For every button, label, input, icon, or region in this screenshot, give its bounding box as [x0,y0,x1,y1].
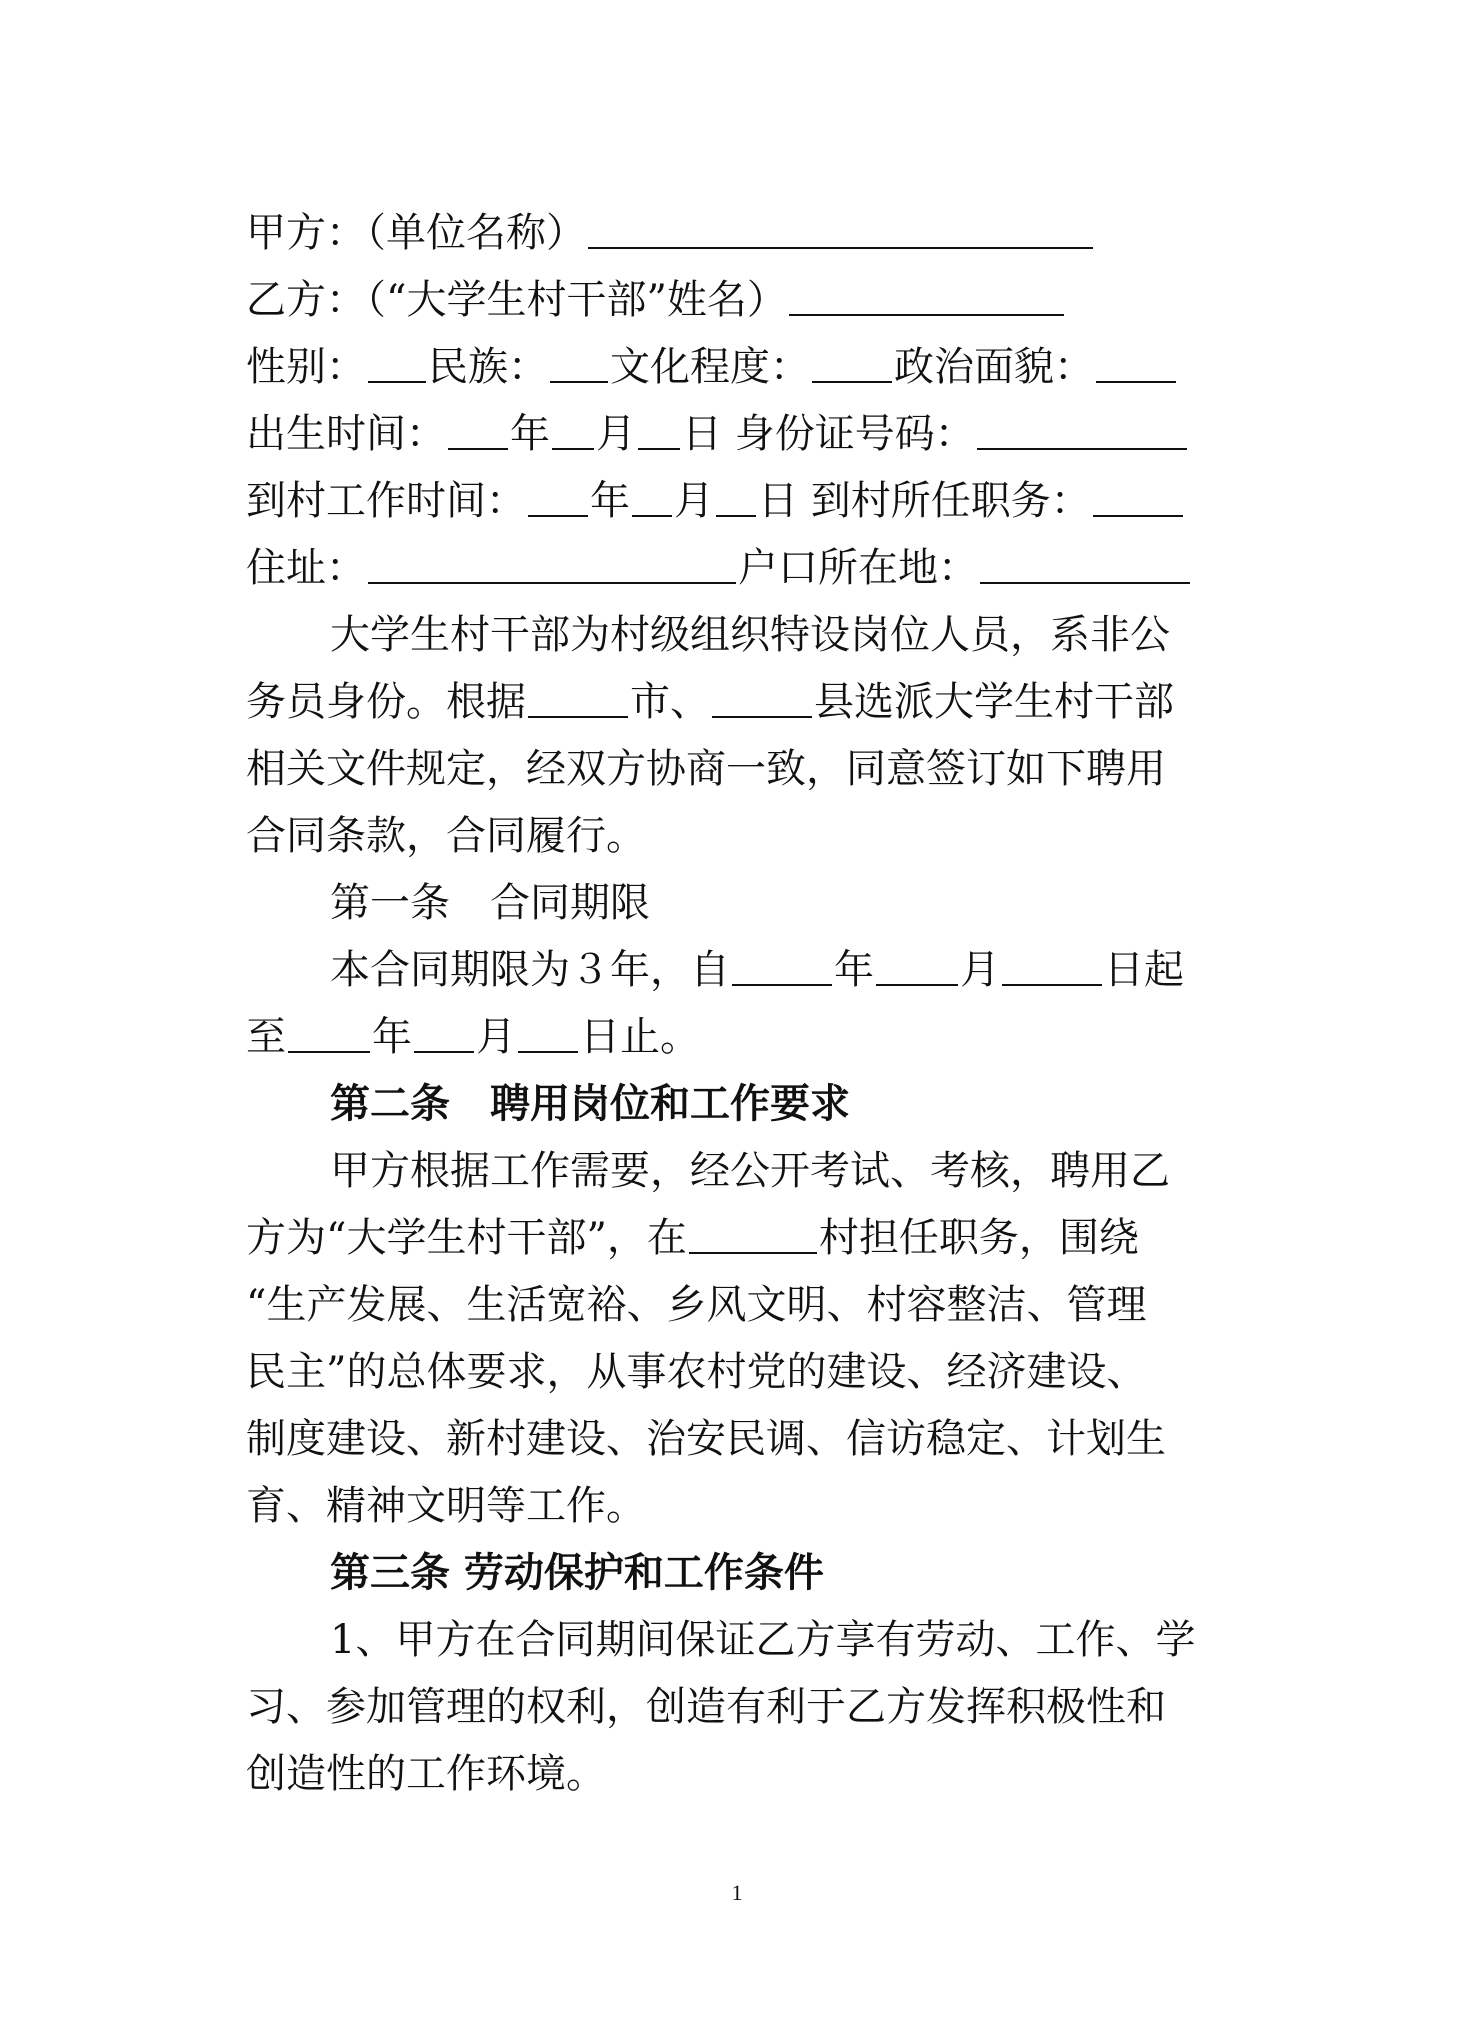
position-blank[interactable] [1093,467,1183,517]
birth-day-label: 日 [682,411,722,457]
article-2-line-3: “生产发展、生活宽裕、乡风文明、村容整洁、管理 [246,1282,1147,1328]
article-1-line-1a: 本合同期限为３年，自 [330,947,730,993]
birth-year-blank[interactable] [448,400,508,450]
article-1-line-1 [330,936,1236,1004]
political-status-label: 政治面貌： [894,344,1094,390]
article-2-line-6: 育、精神文明等工作。 [246,1483,646,1529]
term-start-day-label: 日起 [1104,947,1184,993]
gender-blank[interactable] [368,333,426,383]
political-status-blank[interactable] [1096,333,1176,383]
id-number-label: 身份证号码： [734,411,975,457]
work-start-label: 到村工作时间： [246,478,526,524]
article-1-line-2a: 至 [246,1014,286,1060]
household-label: 户口所在地： [738,545,978,591]
term-start-year-label: 年 [834,947,874,993]
term-end-day-blank[interactable] [518,1003,578,1053]
term-end-month-blank[interactable] [414,1003,474,1053]
article-2-line-1: 甲方根据工作需要，经公开考试、考核，聘用乙 [330,1148,1170,1194]
address-blank[interactable] [368,534,736,584]
work-day-label: 日 [758,478,798,524]
address-label: 住址： [246,545,366,591]
intro-line-2 [246,668,1236,736]
address-line [246,534,1236,602]
article-1-title: 第一条 合同期限 [330,880,650,926]
birth-month-label: 月 [596,411,636,457]
article-2-line-4: 民主”的总体要求，从事农村党的建设、经济建设、 [246,1349,1147,1395]
article-2-line-5: 制度建设、新村建设、治安民调、信访稳定、计划生 [246,1416,1166,1462]
party-a-label: 甲方：（单位名称） [246,210,586,256]
intro-line-2c: 县选派大学生村干部 [814,679,1174,725]
article-2-line-2a: 方为“大学生村干部”，在 [246,1215,687,1261]
intro-line-4: 合同条款，合同履行。 [246,813,646,859]
household-blank[interactable] [980,534,1190,584]
intro-line-1: 大学生村干部为村级组织特设岗位人员，系非公 [330,612,1170,658]
article-1-line-2 [246,1003,1236,1071]
work-month-blank[interactable] [632,467,672,517]
work-year-blank[interactable] [528,467,588,517]
intro-line-2b: 市、 [630,679,710,725]
id-number-blank[interactable] [977,400,1187,450]
county-blank[interactable] [712,668,812,718]
intro-line-2a: 务员身份。根据 [246,679,526,725]
position-label: 到村所任职务： [810,478,1091,524]
city-blank[interactable] [528,668,628,718]
article-2-title: 第二条 聘用岗位和工作要求 [330,1081,850,1127]
article-3-line-1: 1、甲方在合同期间保证乙方享有劳动、工作、学 [330,1617,1196,1663]
article-3-line-2: 习、参加管理的权利，创造有利于乙方发挥积极性和 [246,1684,1166,1730]
party-b-label: 乙方：（“大学生村干部”姓名） [246,277,787,323]
ethnicity-blank[interactable] [550,333,608,383]
article-2-line-2b: 村担任职务，围绕 [818,1215,1139,1261]
birth-line [246,400,1236,468]
article-3-line-3: 创造性的工作环境。 [246,1751,606,1797]
personal-info-line [246,333,1236,401]
term-end-month-label: 月 [476,1014,516,1060]
village-blank[interactable] [689,1204,817,1254]
party-b-blank[interactable] [789,266,1064,316]
work-start-line [246,467,1236,535]
term-start-month-label: 月 [960,947,1000,993]
term-end-year-blank[interactable] [288,1003,370,1053]
work-day-blank[interactable] [716,467,756,517]
term-end-day-label: 日止。 [580,1014,700,1060]
birth-year-label: 年 [510,411,550,457]
term-start-day-blank[interactable] [1002,936,1102,986]
birth-month-blank[interactable] [552,400,594,450]
term-start-year-blank[interactable] [732,936,832,986]
work-year-label: 年 [590,478,630,524]
term-start-month-blank[interactable] [876,936,958,986]
gender-label: 性别： [246,344,366,390]
party-a-line [246,199,1236,267]
intro-line-3: 相关文件规定，经双方协商一致，同意签订如下聘用 [246,746,1166,792]
work-month-label: 月 [674,478,714,524]
page-number: 1 [731,1880,743,1905]
birth-day-blank[interactable] [638,400,680,450]
education-blank[interactable] [812,333,892,383]
article-3-title: 第三条 劳动保护和工作条件 [330,1550,824,1596]
ethnicity-label: 民族： [428,344,548,390]
party-a-blank[interactable] [588,199,1093,249]
article-2-line-2 [246,1204,1236,1272]
birth-label: 出生时间： [246,411,446,457]
education-label: 文化程度： [610,344,810,390]
term-end-year-label: 年 [372,1014,412,1060]
party-b-line [246,266,1236,334]
